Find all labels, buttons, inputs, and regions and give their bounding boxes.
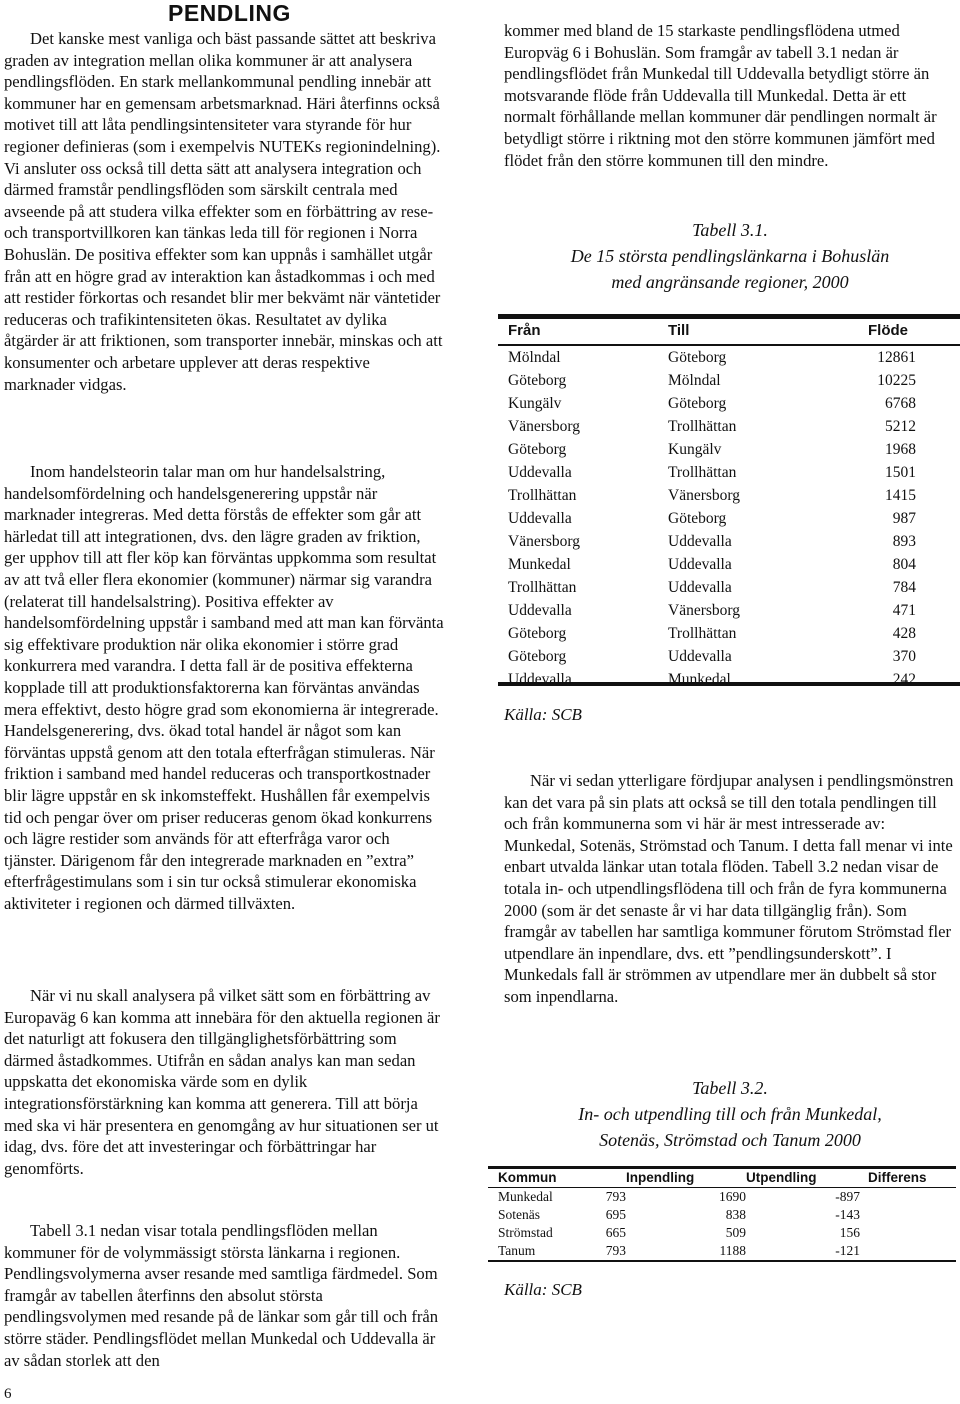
cell-to: Uddevalla bbox=[668, 648, 732, 665]
header-from: Från bbox=[508, 322, 541, 339]
header-municipality: Kommun bbox=[498, 1170, 557, 1185]
paragraph-intro: Det kanske mest vanliga och bäst passande sättet att beskriva graden av integration mellan olika kommuner är att analysera pendlingsflöden. En stark mellankommunal pendling innebär att kommuner har en gemensam arbetsmarknad. Häri återfinns också motivet till att låta pendlingsintensiteter vara styrande för hur regioner definieras (som i exempelvis NUTEKs regionindelning). Vi ansluter oss också till detta sätt att analysera integration och därmed framstår pendlingsflöden som särskilt centrala med avseende på att studera vilka effekter som en förbättring av rese- och transportvillkoren kan tänkas leda till för regionen i Norra Bohuslän. De positiva effekter som kan uppnås i samhället utgår från att en högre grad av interaktion kan åstadkommas i och med att restider förkortas och resandet blir mer bekvämt när väntetider reduceras och trafikintensiteten ökas. Resultatet av dylika åtgärder är att friktionen, som transporter innebär, minskas och att konsumenter och arbetare upplever att deras respektive marknader vidgas. bbox=[4, 29, 443, 394]
table-header-row bbox=[488, 1169, 956, 1188]
header-out-commuting: Utpendling bbox=[746, 1170, 817, 1185]
cell-from: Göteborg bbox=[508, 441, 567, 458]
table-row bbox=[498, 645, 960, 668]
cell-to: Vänersborg bbox=[668, 487, 741, 504]
table2-subtitle-line2: Sotenäs, Strömstad och Tanum 2000 bbox=[599, 1130, 861, 1150]
cell-flow: 784 bbox=[892, 579, 916, 596]
cell-flow: 428 bbox=[892, 625, 916, 642]
cell-difference: 156 bbox=[839, 1225, 860, 1240]
cell-from: Uddevalla bbox=[508, 510, 572, 527]
table2-title: Tabell 3.2. bbox=[692, 1078, 768, 1098]
cell-from: Trollhättan bbox=[508, 579, 577, 596]
cell-flow: 12861 bbox=[877, 349, 916, 366]
table1-title: Tabell 3.1. bbox=[692, 220, 768, 240]
table-row bbox=[498, 461, 960, 484]
cell-municipality: Sotenäs bbox=[498, 1207, 540, 1222]
cell-to: Trollhättan bbox=[668, 625, 737, 642]
cell-from: Göteborg bbox=[508, 625, 567, 642]
table-row bbox=[498, 415, 960, 438]
cell-to: Kungälv bbox=[668, 441, 722, 458]
cell-to: Uddevalla bbox=[668, 556, 732, 573]
cell-flow: 10225 bbox=[877, 372, 916, 389]
cell-to: Uddevalla bbox=[668, 579, 732, 596]
table2-subtitle-line1: In- och utpendling till och från Munkedal, bbox=[578, 1104, 882, 1124]
table1-source: Källa: SCB bbox=[504, 705, 582, 724]
cell-out-commuting: 838 bbox=[725, 1207, 746, 1222]
cell-flow: 804 bbox=[892, 556, 916, 573]
table-row bbox=[498, 369, 960, 392]
table-row bbox=[488, 1224, 956, 1242]
cell-to: Trollhättan bbox=[668, 464, 737, 481]
cell-flow: 893 bbox=[892, 533, 916, 550]
cell-to: Göteborg bbox=[668, 349, 727, 366]
table1-caption bbox=[504, 217, 956, 295]
cell-flow: 6768 bbox=[885, 395, 916, 412]
page-number: 6 bbox=[4, 1386, 12, 1402]
table-row bbox=[498, 484, 960, 507]
cell-from: Trollhättan bbox=[508, 487, 577, 504]
table-row bbox=[488, 1188, 956, 1206]
table2-source: Källa: SCB bbox=[504, 1280, 582, 1299]
cell-flow: 5212 bbox=[885, 418, 916, 435]
table-row bbox=[498, 622, 960, 645]
header-difference: Differens bbox=[868, 1170, 927, 1185]
cell-to: Uddevalla bbox=[668, 533, 732, 550]
cell-from: Uddevalla bbox=[508, 671, 572, 688]
table-row bbox=[498, 668, 960, 691]
table-row bbox=[498, 530, 960, 553]
cell-difference: -897 bbox=[835, 1189, 860, 1204]
paragraph-e6-analysis: När vi nu skall analysera på vilket sätt som en förbättring av Europaväg 6 kan komma att innebära för den aktuella regionen är det naturligt att fokusera den tillgänglighetsförbättring som därmed åstadkommes. Utifrån en sådan analys kan man sedan uppskatta det ekonomiska värde som en dylik integrationsförstärkning kan komma att generera. Till att börja med ska vi här presentera en genomgång av hur situationen ser ut idag, dvs. före det att investeringar och förbättringar har genomförts. bbox=[4, 986, 440, 1178]
cell-from: Mölndal bbox=[508, 349, 561, 366]
paragraph-trade-theory: Inom handelsteorin talar man om hur handelsalstring, handelsomfördelning och handelsgenerering uppstår när marknader integreras. Med detta förstås de effekter som går att härledat till att integrationen, dvs. den lägre graden av friktion, ger upphov till att fler köp kan förväntas uppkomma som resultat av att två eller flera ekonomier (kommuner) närmar sig varandra (relaterat till handelsalstring). Positiva effekter av handelsomfördelning uppstår i samband med att man kan förvänta sig effektivare produktion när olika ekonomier i större grad konkurrera med varandra. I detta fall är de positiva effekterna kopplade till att produktionsfaktorerna kan förväntas användas mera effektivt, desto högre grad som ekonomierna är integrerade. Handelsgenerering, dvs. ökad total handel är något som kan förväntas uppstå genom att den totala efterfrågan stimuleras. När friktion i samband med handel reduceras och transportkostnader blir lägre uppstår en sk inkomsteffekt. Hushållen får exempelvis tid och pengar över om priser reduceras genom ökad konkurrens och lägre restider som används för att efterfråga varor och tjänster. Därigenom får den integrerade marknaden en ”extra” efterfrågestimulans som i sin tur också stimulerar ekonomiska aktiviteter i regionen och därmed tillväxten. bbox=[4, 462, 444, 913]
table2-caption bbox=[504, 1075, 956, 1153]
cell-to: Trollhättan bbox=[668, 418, 737, 435]
cell-from: Uddevalla bbox=[508, 464, 572, 481]
paragraph-continued: kommer med bland de 15 starkaste pendlingsflödena utmed Europväg 6 i Bohuslän. Som framgår av tabell 3.1 nedan är pendlingsflödet från Munkedal till Uddevalla betydligt större än motsvarande flöde från Uddevalla till Munkedal. Detta är ett normalt förhållande mellan kommuner där pendlingen normalt är betydligt större i riktning mot den större kommunen jämfört med flödet från den större kommunen till den mindre. bbox=[504, 21, 937, 170]
table-row bbox=[498, 392, 960, 415]
cell-from: Vänersborg bbox=[508, 418, 581, 435]
cell-in-commuting: 793 bbox=[605, 1189, 626, 1204]
table-header-row bbox=[498, 319, 960, 346]
cell-in-commuting: 665 bbox=[605, 1225, 626, 1240]
cell-in-commuting: 793 bbox=[605, 1243, 626, 1258]
table-row bbox=[488, 1206, 956, 1224]
cell-flow: 471 bbox=[892, 602, 916, 619]
header-in-commuting: Inpendling bbox=[626, 1170, 695, 1185]
cell-from: Göteborg bbox=[508, 648, 567, 665]
cell-municipality: Strömstad bbox=[498, 1225, 553, 1240]
table-row bbox=[498, 576, 960, 599]
cell-from: Uddevalla bbox=[508, 602, 572, 619]
table-commuting-links bbox=[498, 314, 960, 686]
table-municipality-commuting bbox=[488, 1166, 956, 1262]
cell-to: Mölndal bbox=[668, 372, 721, 389]
section-heading: PENDLING bbox=[168, 0, 291, 26]
cell-to: Munkedal bbox=[668, 671, 731, 688]
cell-in-commuting: 695 bbox=[605, 1207, 626, 1222]
paragraph-table-intro: Tabell 3.1 nedan visar totala pendlingsflöden mellan kommuner för de volymmässigt största länkarna i regionen. Pendlingsvolymerna avser resande med samtliga färdmedel. Som framgår av tabellen återfinns den absolut största pendlingsvolymen med resande på de länkar som går till och från större städer. Pendlingsflödet mellan Munkedal och Uddevalla är av sådan storlek att den bbox=[4, 1221, 439, 1370]
table-row bbox=[498, 507, 960, 530]
header-flow: Flöde bbox=[868, 322, 908, 339]
table-row bbox=[498, 346, 960, 369]
cell-difference: -143 bbox=[835, 1207, 860, 1222]
cell-flow: 370 bbox=[892, 648, 916, 665]
cell-flow: 987 bbox=[892, 510, 916, 527]
table-row bbox=[488, 1242, 956, 1260]
table-row bbox=[498, 553, 960, 576]
cell-out-commuting: 1690 bbox=[719, 1189, 746, 1204]
cell-municipality: Tanum bbox=[498, 1243, 536, 1258]
cell-to: Göteborg bbox=[668, 395, 727, 412]
cell-from: Vänersborg bbox=[508, 533, 581, 550]
cell-to: Göteborg bbox=[668, 510, 727, 527]
table-row bbox=[498, 438, 960, 461]
header-to: Till bbox=[668, 322, 690, 339]
table1-subtitle-line1: De 15 största pendlingslänkarna i Bohuslän bbox=[570, 246, 890, 266]
cell-from: Göteborg bbox=[508, 372, 567, 389]
cell-flow: 1501 bbox=[885, 464, 916, 481]
cell-to: Vänersborg bbox=[668, 602, 741, 619]
cell-out-commuting: 1188 bbox=[719, 1243, 746, 1258]
cell-from: Munkedal bbox=[508, 556, 571, 573]
cell-from: Kungälv bbox=[508, 395, 562, 412]
cell-flow: 1415 bbox=[885, 487, 916, 504]
table1-subtitle-line2: med angränsande regioner, 2000 bbox=[611, 272, 849, 292]
cell-flow: 242 bbox=[892, 671, 916, 688]
table-row bbox=[498, 599, 960, 622]
cell-municipality: Munkedal bbox=[498, 1189, 553, 1204]
cell-out-commuting: 509 bbox=[725, 1225, 746, 1240]
cell-difference: -121 bbox=[835, 1243, 860, 1258]
cell-flow: 1968 bbox=[885, 441, 916, 458]
paragraph-deepening: När vi sedan ytterligare fördjupar analysen i pendlingsmönstren kan det vara på sin plats att också se till den totala pendlingen till och från kommunerna som vi här är mest intresserade av: Munkedal, Sotenäs, Strömstad och Tanum. I detta fall menar vi inte enbart utvalda länkar utan totala flöden. Tabell 3.2 nedan visar de totala in- och utpendlingsflödena till och från de fyra kommunerna 2000 (som är det senaste år vi har data tillgänglig från). Som framgår av tabellen har samtliga kommuner förutom Strömstad fler utpendlare än inpendlare, dvs. ett ”pendlingsunderskott”. I Munkedals fall är strömmen av utpendlare mer än dubbelt så stor som inpendlarna. bbox=[504, 771, 954, 1006]
